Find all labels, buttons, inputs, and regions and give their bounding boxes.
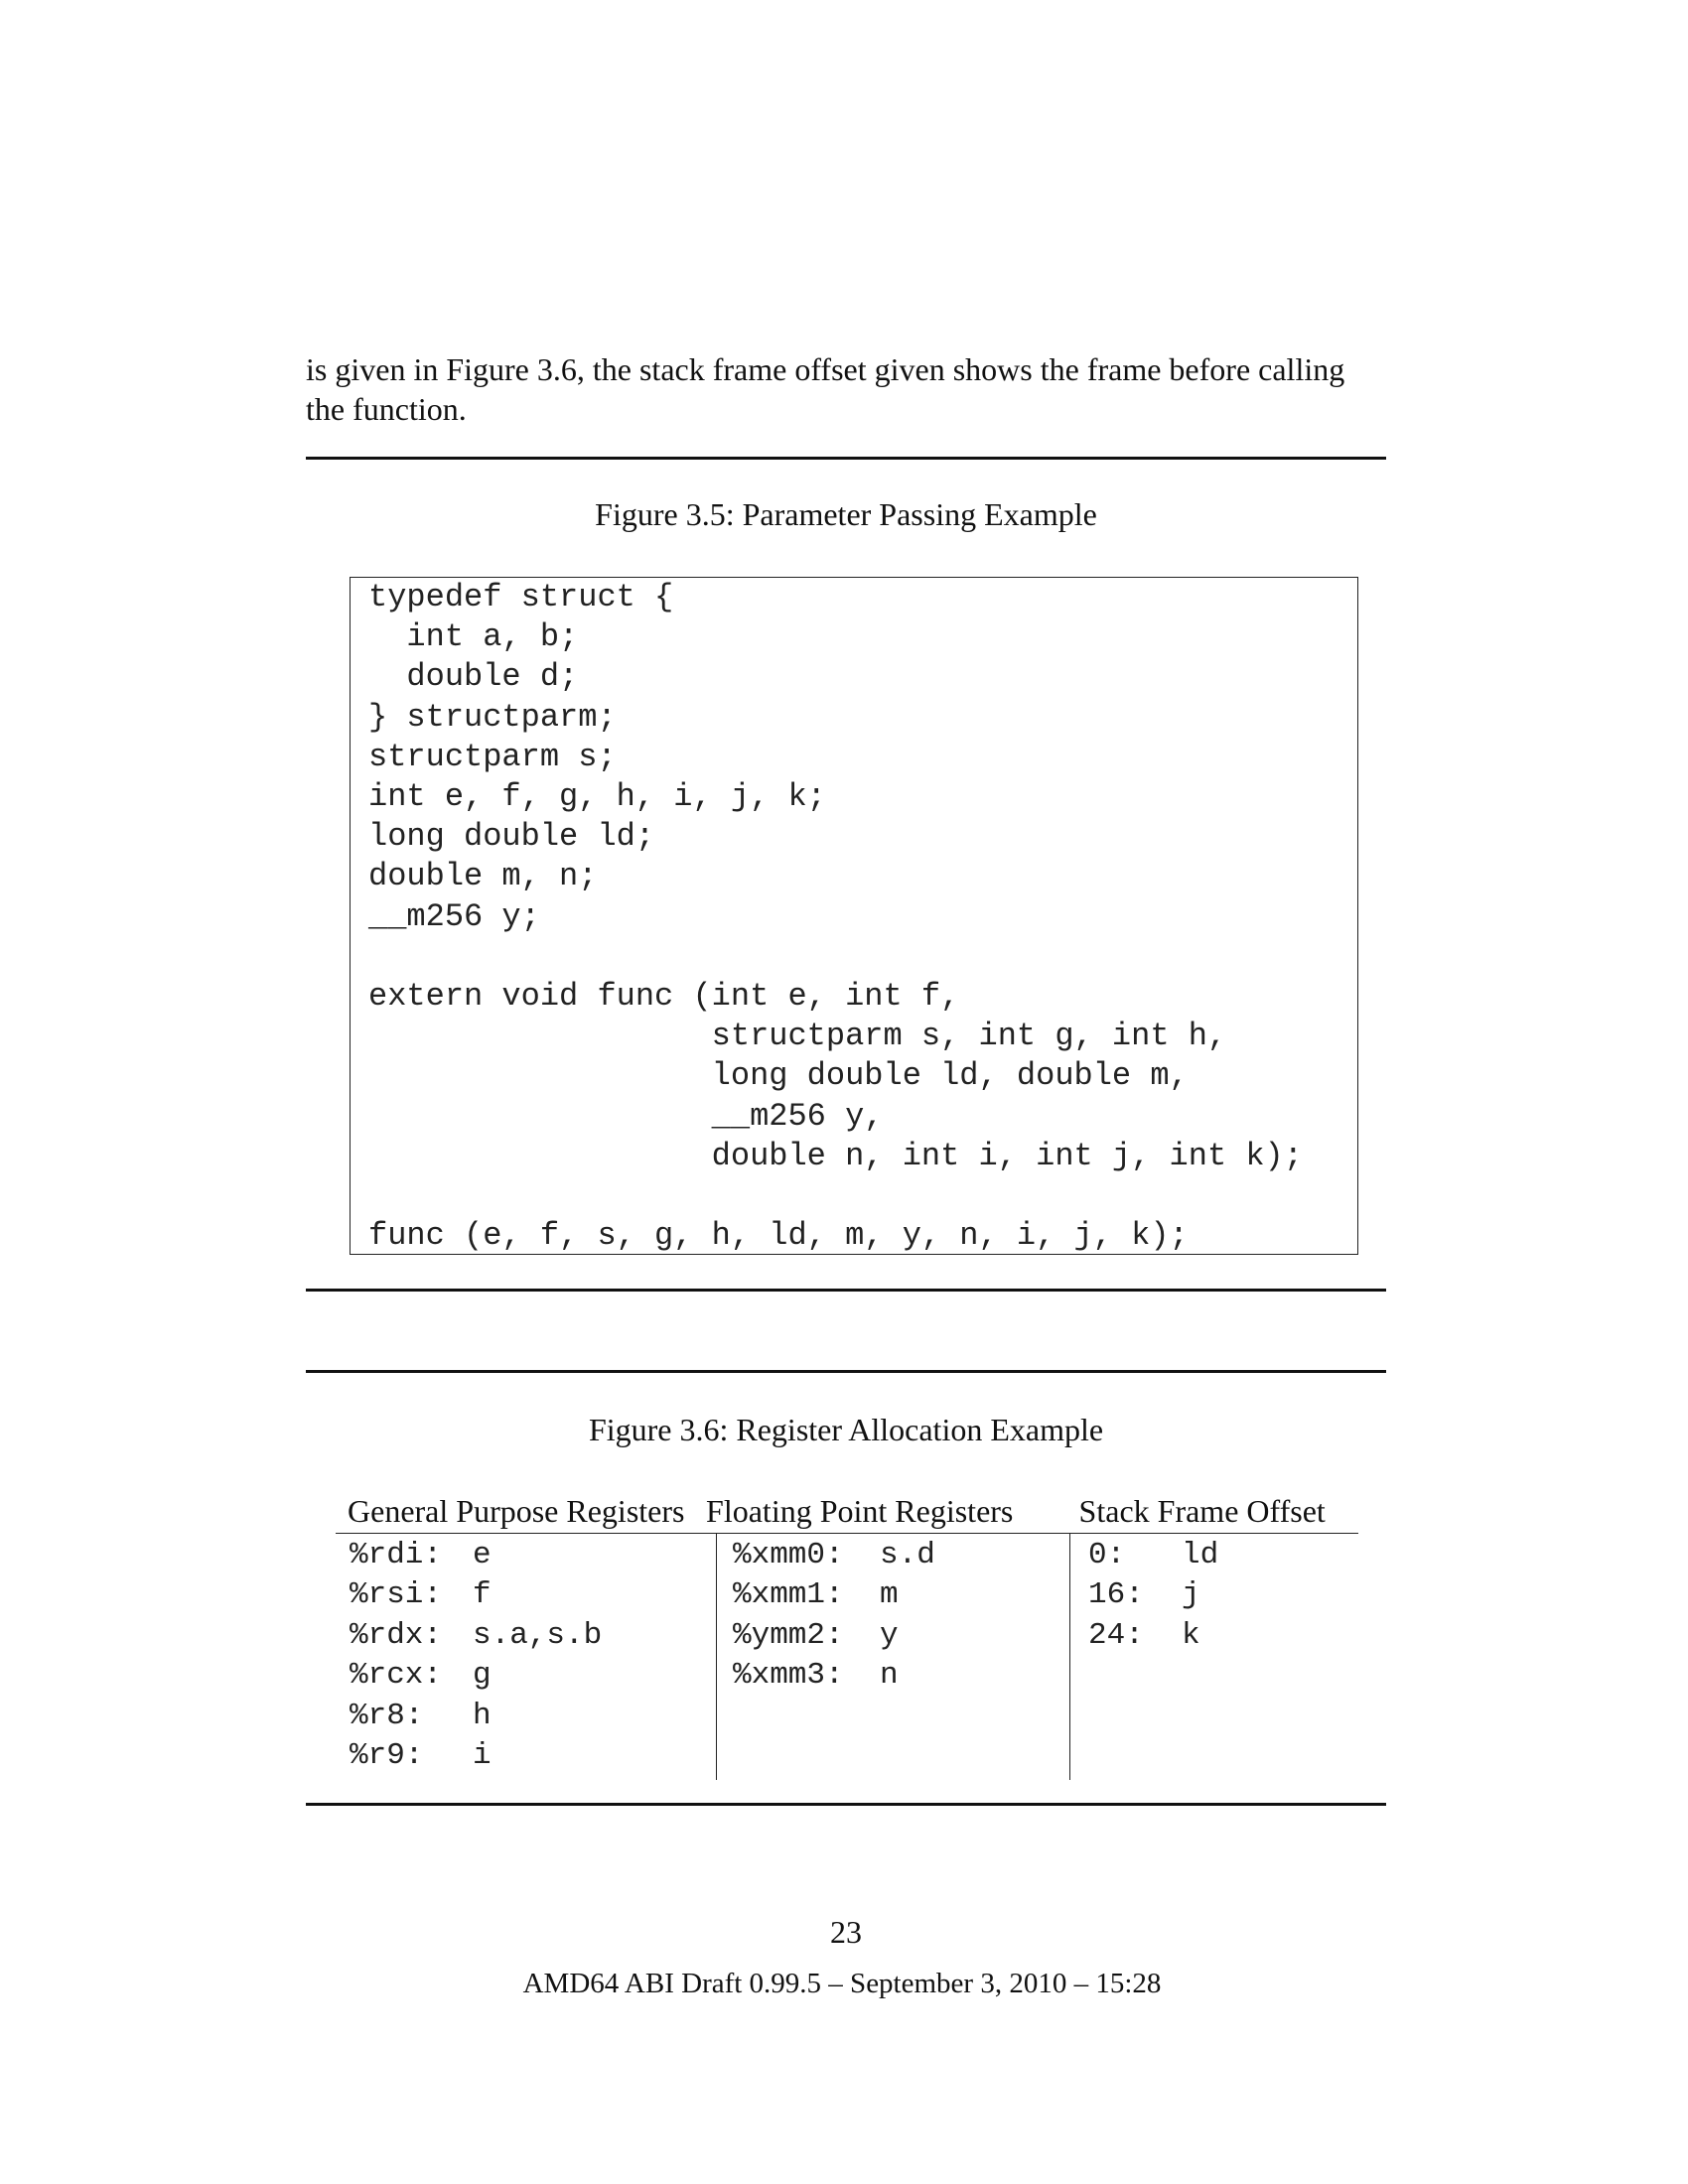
code-listing: [368, 578, 1303, 1256]
figure-36-top-rule: [306, 1370, 1386, 1373]
register-name: 16:: [1088, 1577, 1144, 1613]
register-value: f: [473, 1577, 492, 1613]
register-name: %rdx:: [350, 1617, 443, 1653]
register-name: %xmm1:: [733, 1577, 844, 1613]
figure-36-bottom-rule: [306, 1803, 1386, 1806]
header-stack-frame: Stack Frame Offset: [1078, 1493, 1326, 1529]
code-line: double m, n;: [368, 858, 598, 895]
register-name: %r9:: [350, 1738, 424, 1774]
code-line: int e, f, g, h, i, j, k;: [368, 778, 826, 816]
register-value: h: [473, 1698, 492, 1733]
code-line: __m256 y;: [368, 897, 540, 935]
code-line: typedef struct {: [368, 579, 674, 615]
register-value: s.a,s.b: [473, 1617, 603, 1653]
code-line: long double ld, double m,: [368, 1057, 1189, 1095]
register-allocation-table: [336, 1489, 1358, 1780]
register-name: %r8:: [350, 1698, 424, 1733]
code-line: double n, int i, int j, int k);: [368, 1137, 1303, 1174]
page-number: 23: [830, 1914, 862, 1950]
register-value: n: [880, 1658, 899, 1694]
code-line: __m256 y,: [368, 1097, 884, 1135]
floating-point-column: [717, 1534, 1070, 1780]
general-purpose-row: [350, 1697, 716, 1736]
code-line: extern void func (int e, int f,: [368, 978, 960, 1016]
header-floating-point: Floating Point Registers: [706, 1493, 1014, 1529]
table-header-row: [336, 1489, 1358, 1534]
figure-35-top-rule: [306, 457, 1386, 460]
register-name: %rsi:: [350, 1577, 443, 1613]
floating-point-row: [733, 1575, 1069, 1615]
code-line: double d;: [368, 658, 579, 696]
floating-point-row: [733, 1616, 1069, 1656]
figure-35-bottom-rule: [306, 1289, 1386, 1292]
register-value: g: [473, 1658, 492, 1694]
general-purpose-row: [350, 1536, 716, 1575]
register-value: e: [473, 1538, 492, 1572]
register-value: y: [880, 1617, 899, 1653]
floating-point-row: [733, 1536, 1069, 1575]
stack-frame-row: [1088, 1536, 1358, 1575]
register-name: %xmm0:: [733, 1538, 844, 1572]
code-listing-box: [350, 577, 1358, 1255]
register-value: ld: [1182, 1538, 1219, 1572]
general-purpose-row: [350, 1736, 716, 1776]
code-line: structparm s;: [368, 738, 617, 775]
register-name: 0:: [1088, 1538, 1126, 1572]
code-line: } structparm;: [368, 698, 617, 736]
register-value: i: [473, 1738, 492, 1774]
register-name: 24:: [1088, 1617, 1144, 1653]
register-name: %ymm2:: [733, 1617, 844, 1653]
page-footer: AMD64 ABI Draft 0.99.5 – September 3, 2010 – 15:28: [522, 1968, 1162, 1999]
register-value: k: [1182, 1617, 1200, 1653]
figure-36-caption: Figure 3.6: Register Allocation Example: [588, 1412, 1104, 1447]
register-value: m: [880, 1577, 899, 1613]
header-general-purpose: General Purpose Registers: [348, 1493, 685, 1529]
stack-frame-column: [1070, 1534, 1358, 1780]
general-purpose-row: [350, 1656, 716, 1696]
code-line: func (e, f, s, g, h, ld, m, y, n, i, j, k);: [368, 1217, 1189, 1255]
register-name: %rdi:: [350, 1538, 443, 1572]
code-line: long double ld;: [368, 818, 655, 856]
floating-point-row: [733, 1656, 1069, 1696]
general-purpose-column: [336, 1534, 717, 1780]
figure-35-caption: Figure 3.5: Parameter Passing Example: [595, 496, 1097, 532]
register-value: j: [1182, 1577, 1200, 1613]
intro-paragraph: is given in Figure 3.6, the stack frame offset given shows the frame before calling the function.: [306, 351, 1345, 427]
general-purpose-row: [350, 1616, 716, 1656]
register-value: s.d: [880, 1538, 935, 1572]
code-line: structparm s, int g, int h,: [368, 1018, 1227, 1055]
general-purpose-row: [350, 1575, 716, 1615]
register-name: %xmm3:: [733, 1658, 844, 1694]
code-line: int a, b;: [368, 618, 579, 656]
stack-frame-row: [1088, 1575, 1358, 1615]
stack-frame-row: [1088, 1616, 1358, 1656]
register-name: %rcx:: [350, 1658, 443, 1694]
